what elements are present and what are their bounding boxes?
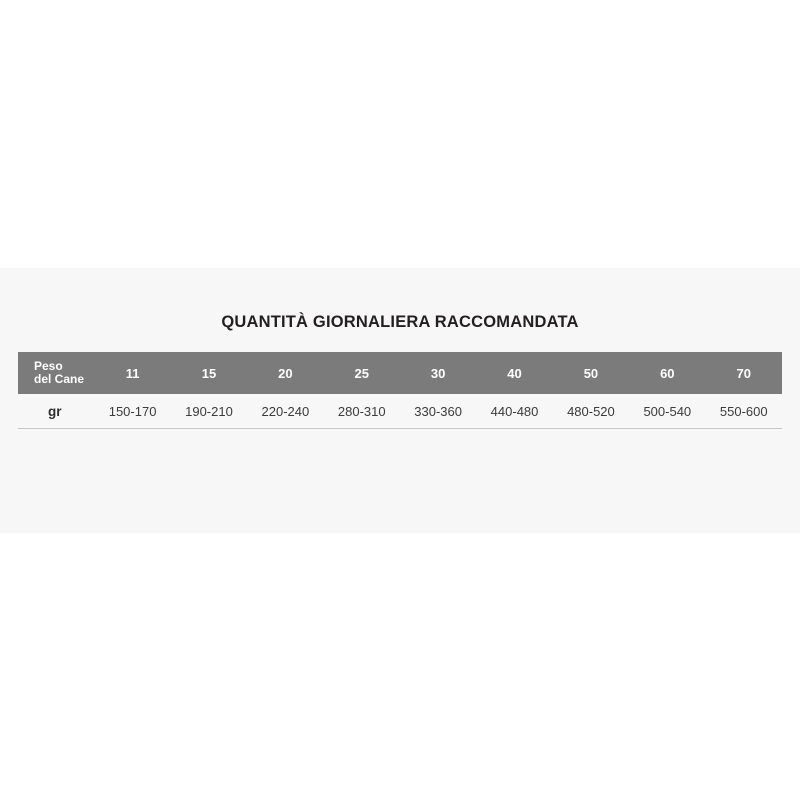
cell-grams-7: 480-520 [553,394,629,429]
column-header-dog-weight [18,352,94,394]
column-header-weight-9: 70 [706,352,782,394]
column-header-weight-5: 30 [400,352,476,394]
column-header-weight-1: 11 [94,352,170,394]
page-title: QUANTITÀ GIORNALIERA RACCOMANDATA [221,313,579,331]
table-body [18,394,782,429]
dog-weight-label-line1: Peso [34,358,63,373]
cell-grams-4: 280-310 [324,394,400,429]
cell-grams-8: 500-540 [629,394,705,429]
table-header-row [18,352,782,394]
feeding-guide-table [18,352,782,429]
column-header-weight-8: 60 [629,352,705,394]
column-header-weight-7: 50 [553,352,629,394]
column-header-weight-6: 40 [476,352,552,394]
feeding-table-container [18,352,782,429]
row-label-grams: gr [18,394,94,429]
cell-grams-2: 190-210 [171,394,247,429]
dog-weight-label-line2: del Cane [34,372,85,386]
cell-grams-3: 220-240 [247,394,323,429]
cell-grams-9: 550-600 [706,394,782,429]
cell-grams-5: 330-360 [400,394,476,429]
table-row [18,394,782,429]
column-header-weight-3: 20 [247,352,323,394]
cell-grams-6: 440-480 [476,394,552,429]
column-header-weight-2: 15 [171,352,247,394]
column-header-weight-4: 25 [324,352,400,394]
cell-grams-1: 150-170 [94,394,170,429]
